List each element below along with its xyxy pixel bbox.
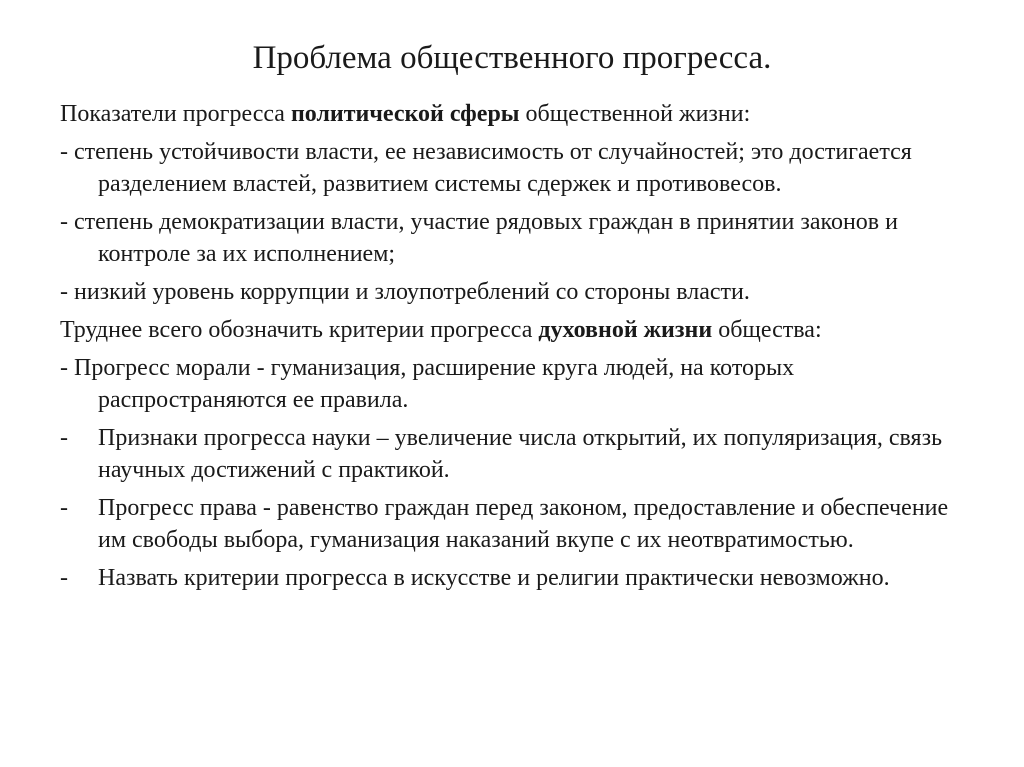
spiritual-intro-bold: духовной жизни [538, 317, 713, 343]
political-item-1: - степень устойчивости власти, ее независимость от случайностей; это достигается разделением властей, развитием системы сдержек и противовесов. [60, 139, 912, 197]
spiritual-intro-pre: Труднее всего обозначить критерии прогресса [60, 317, 539, 343]
political-intro-pre: Показатели прогресса [60, 101, 291, 127]
political-intro-post: общественной жизни: [519, 101, 751, 127]
slide-content [60, 98, 960, 600]
political-item-2: - степень демократизации власти, участие рядовых граждан в принятии законов и контроле за их исполнением; [60, 209, 898, 267]
slide-title: Проблема общественного прогресса. [252, 40, 772, 76]
spiritual-item-science [60, 422, 960, 486]
spiritual-intro-post: общества: [712, 317, 822, 343]
list-dash: - [60, 495, 68, 521]
list-dash: - [60, 425, 68, 451]
spiritual-item-art-religion [60, 562, 960, 594]
spiritual-item-science-text: Признаки прогресса науки – увеличение числа открытий, их популяризация, связь научных достижений с практикой. [98, 425, 943, 483]
political-item-3: - низкий уровень коррупции и злоупотреблений со стороны власти. [60, 279, 750, 305]
spiritual-item-law-text: Прогресс права - равенство граждан перед законом, предоставление и обеспечение им свободы выбора, гуманизация наказаний вкупе с их неотвратимостью. [98, 495, 949, 553]
political-intro [60, 98, 960, 130]
spiritual-item-morality: - Прогресс морали - гуманизация, расширение круга людей, на которых распространяются ее правила. [60, 355, 795, 413]
spiritual-intro [60, 314, 960, 346]
political-intro-bold: политической сферы [290, 101, 520, 127]
list-dash: - [60, 565, 68, 591]
spiritual-item-art-religion-text: Назвать критерии прогресса в искусстве и религии практически невозможно. [98, 565, 890, 591]
spiritual-item-law [60, 492, 960, 556]
